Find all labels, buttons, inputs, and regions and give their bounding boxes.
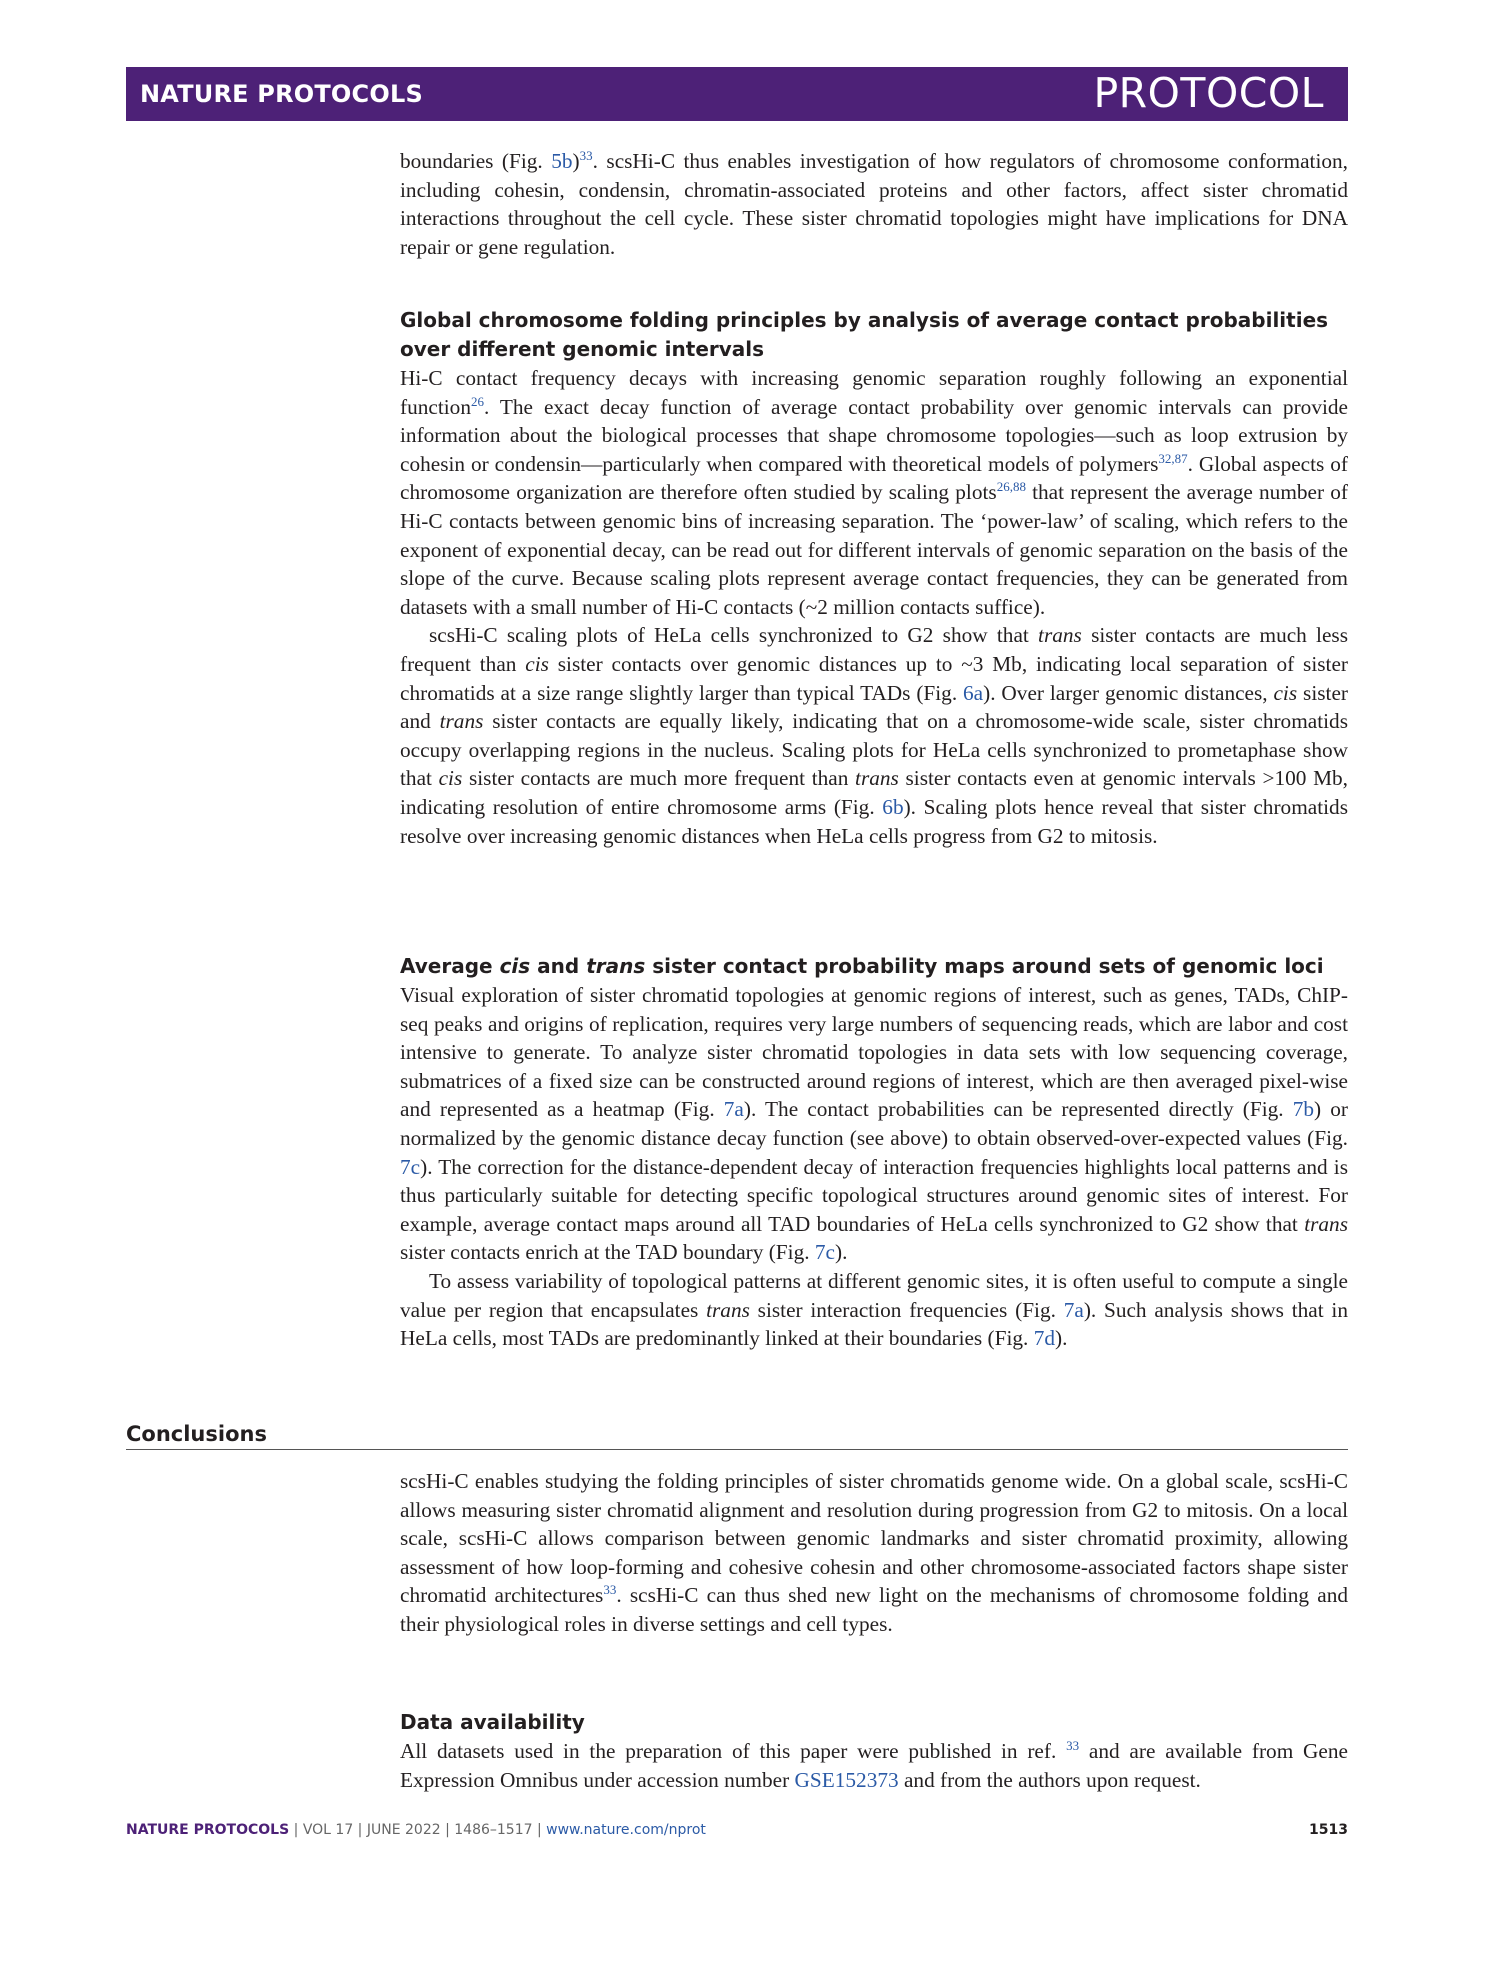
italic-term: trans bbox=[1038, 623, 1082, 648]
conclusions-body bbox=[400, 1467, 1348, 1639]
italic-term: cis bbox=[1273, 680, 1298, 705]
figure-ref-link[interactable]: 7d bbox=[1033, 1326, 1055, 1351]
text-run: scsHi-C scaling plots of HeLa cells synchronized to G2 show that bbox=[429, 623, 1039, 648]
citation-link[interactable]: 26 bbox=[470, 393, 484, 409]
data-availability-body bbox=[400, 1737, 1348, 1794]
text-run: Visual exploration of sister chromatid topologies at genomic regions of interest, such as genes, TADs, ChIP-seq peaks and origins of replication, requires very large numbers of sequencing reads, which are labor and cost intensive to generate. To analyze sister chromatid topologies in data sets with low sequencing coverage, submatrices of a fixed size can be constructed around regions of interest, which are then averaged pixel-wise and represented as a heatmap (Fig. bbox=[400, 983, 1348, 1122]
page-number: 1513 bbox=[1309, 1822, 1348, 1838]
footer-volume: VOL 17 bbox=[302, 1822, 354, 1838]
article-type: PROTOCOL bbox=[1093, 69, 1324, 117]
text-run: All datasets used in the preparation of this paper were published in ref. bbox=[400, 1739, 1067, 1763]
heading-italic: trans bbox=[586, 954, 646, 978]
journal-header-bar bbox=[126, 67, 1348, 121]
italic-term: cis bbox=[438, 766, 463, 791]
section-body-contact-maps bbox=[400, 981, 1348, 1353]
footer-url-link[interactable]: www.nature.com/nprot bbox=[546, 1822, 706, 1838]
text-run: ) bbox=[572, 149, 580, 173]
heading-run: sister contact probability maps around sets of genomic loci bbox=[645, 954, 1324, 978]
section-body-scaling bbox=[400, 364, 1348, 850]
text-run: boundaries (Fig. bbox=[400, 149, 552, 173]
italic-term: trans bbox=[706, 1297, 750, 1322]
figure-ref-link[interactable]: 7a bbox=[723, 1097, 744, 1122]
italic-term: trans bbox=[439, 709, 484, 734]
text-run: and are available from Gene Expression Omnibus under accession number bbox=[400, 1739, 1348, 1792]
text-run: ). Over larger genomic distances, bbox=[983, 680, 1274, 705]
figure-ref-link[interactable]: 5b bbox=[551, 149, 573, 173]
figure-ref-link[interactable]: 7c bbox=[400, 1154, 421, 1179]
footer-separator: | bbox=[532, 1822, 547, 1838]
citation-link[interactable]: 33 bbox=[1066, 1737, 1080, 1753]
heading-run: and bbox=[530, 954, 587, 978]
footer-separator: | bbox=[353, 1822, 367, 1838]
text-run: sister contacts are much more frequent than bbox=[462, 766, 856, 791]
text-run: sister contacts even at genomic intervals >100 Mb, indicating resolution of entire chromosome arms (Fig. bbox=[400, 766, 1348, 819]
text-run: sister contacts over genomic distances up to ~3 Mb, indicating local separation of sister chromatids at a size range slightly larger than typical TADs (Fig. bbox=[400, 651, 1348, 705]
figure-ref-link[interactable]: 6a bbox=[963, 680, 984, 705]
citation-link[interactable]: 32,87 bbox=[1158, 450, 1188, 466]
footer-separator: | bbox=[440, 1822, 455, 1838]
text-run: ) or normalized by the genomic distance decay function (see above) to obtain observed-over-expected values (Fig. bbox=[400, 1097, 1348, 1150]
text-run: . scsHi-C can thus shed new light on the mechanisms of chromosome folding and their physiological roles in diverse settings and cell types. bbox=[400, 1583, 1348, 1636]
text-run: scsHi-C enables studying the folding principles of sister chromatids genome wide. On a global scale, scsHi-C allows measuring sister chromatid alignment and resolution during progression from G2 to mitosis. On a local scale, scsHi-C allows comparison between genomic landmarks and sister chromatid proximity, allowing assessment of how loop-forming and cohesive cohesin and other chromosome-associated factors shape sister chromatid architectures bbox=[400, 1469, 1348, 1608]
figure-ref-link[interactable]: 7a bbox=[1063, 1297, 1084, 1322]
heading-italic: cis bbox=[499, 954, 531, 978]
text-run: ). The correction for the distance-dependent decay of interaction frequencies highlights local patterns and is thus particularly suitable for detecting specific topological structures around genomic sites of interest. For example, average contact maps around all TAD boundaries of HeLa cells synchronized to G2 show that bbox=[400, 1154, 1348, 1236]
figure-ref-link[interactable]: 6b bbox=[882, 794, 904, 819]
accession-link[interactable]: GSE152373 bbox=[794, 1767, 899, 1792]
footer-date: JUNE 2022 bbox=[366, 1822, 441, 1838]
citation-link[interactable]: 33 bbox=[579, 147, 593, 163]
figure-ref-link[interactable]: 7b bbox=[1292, 1097, 1315, 1122]
text-run: ). The contact probabilities can be represented directly (Fig. bbox=[743, 1097, 1293, 1122]
section-heading-contact-maps bbox=[400, 952, 1348, 981]
text-run: ). bbox=[1055, 1326, 1068, 1351]
text-run: ). bbox=[834, 1240, 848, 1265]
italic-term: cis bbox=[525, 651, 549, 676]
text-run: sister interaction frequencies (Fig. bbox=[749, 1297, 1064, 1322]
text-run: sister and bbox=[400, 680, 1348, 734]
text-run: . Global aspects of chromosome organization are therefore often studied by scaling plots bbox=[400, 451, 1349, 505]
data-availability-heading: Data availability bbox=[400, 1710, 585, 1734]
italic-term: trans bbox=[1304, 1211, 1348, 1236]
intro-paragraph bbox=[400, 147, 1348, 261]
conclusions-heading: Conclusions bbox=[126, 1422, 1348, 1450]
text-run: that represent the average number of Hi-C contacts between genomic bins of increasing separation. The ‘power-law’ of scaling, which refers to the exponent of exponential decay, can be read out for different intervals of genomic separation on the basis of the slope of the curve. Because scaling plots represent average contact frequencies, they can be generated from datasets with a small number of Hi-C contacts (~2 million contacts suffice). bbox=[400, 480, 1349, 619]
figure-ref-link[interactable]: 7c bbox=[814, 1240, 835, 1265]
text-run: To assess variability of topological patterns at different genomic sites, it is often useful to compute a single value per region that encapsulates bbox=[400, 1268, 1348, 1322]
footer-journal: NATURE PROTOCOLS bbox=[126, 1822, 290, 1838]
heading-run: Average bbox=[400, 954, 500, 978]
citation-link[interactable]: 26,88 bbox=[996, 479, 1026, 495]
page-footer bbox=[126, 1822, 1348, 1838]
text-run: ). Scaling plots hence reveal that sister chromatids resolve over increasing genomic distances when HeLa cells progress from G2 to mitosis. bbox=[400, 794, 1348, 848]
text-run: sister contacts enrich at the TAD boundary (Fig. bbox=[400, 1240, 815, 1265]
text-run: sister contacts are equally likely, indicating that on a chromosome-wide scale, sister chromatids occupy overlapping regions in the nucleus. Scaling plots for HeLa cells synchronized to prometaphase show that bbox=[400, 709, 1348, 791]
text-run: and from the authors upon request. bbox=[898, 1767, 1201, 1792]
text-run: sister contacts are much less frequent than bbox=[400, 623, 1349, 676]
text-run: Hi-C contact frequency decays with increasing genomic separation roughly following an exponential function bbox=[400, 366, 1348, 419]
italic-term: trans bbox=[855, 766, 899, 791]
journal-name: NATURE PROTOCOLS bbox=[140, 80, 423, 108]
section-heading-scaling: Global chromosome folding principles by analysis of average contact probabilities over different genomic intervals bbox=[400, 308, 1329, 361]
citation-link[interactable]: 33 bbox=[603, 1582, 617, 1598]
text-run: . scsHi-C thus enables investigation of how regulators of chromosome conformation, including cohesin, condensin, chromatin-associated proteins and other factors, affect sister chromatid interactions throughout the cell cycle. These sister chromatid topologies might have implications for DNA repair or gene regulation. bbox=[400, 149, 1349, 259]
text-run: . The exact decay function of average contact probability over genomic intervals can provide information about the biological processes that shape chromosome topologies—such as loop extrusion by cohesin or condensin—particularly when compared with theoretical models of polymers bbox=[400, 394, 1348, 476]
footer-pages: 1486–1517 bbox=[454, 1822, 533, 1838]
text-run: ). Such analysis shows that in HeLa cells, most TADs are predominantly linked at their boundaries (Fig. bbox=[400, 1297, 1349, 1351]
footer-separator: | bbox=[289, 1822, 303, 1838]
